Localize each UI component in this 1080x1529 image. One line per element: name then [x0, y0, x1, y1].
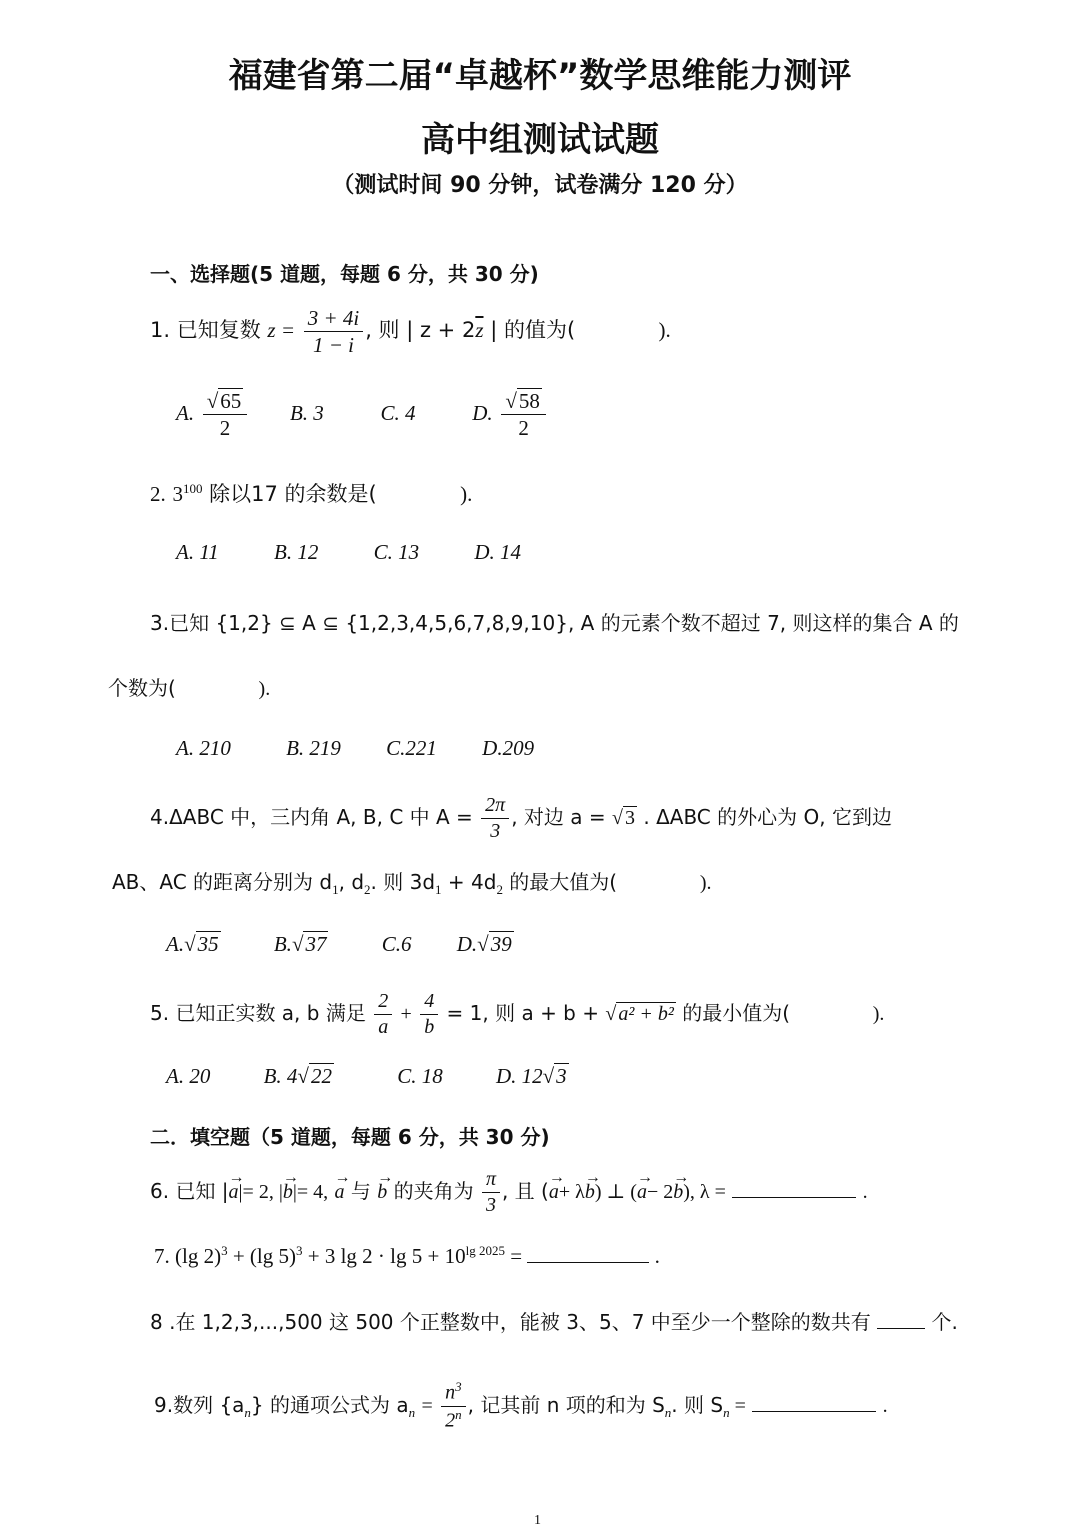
- q1-option-a: $\frac{√65}{2}$: [203, 389, 248, 440]
- q1-suffix: | 的值为(: [490, 318, 576, 342]
- question-2: [150, 478, 472, 508]
- q5-close: ).: [872, 1003, 885, 1025]
- q9-sub1: n: [244, 1405, 251, 1420]
- q9-eq: =: [421, 1395, 433, 1417]
- question-8: [150, 1306, 958, 1335]
- q4-sub4: 2: [496, 882, 503, 897]
- q2-prefix: 2.: [150, 482, 166, 506]
- page-number: 1: [534, 1513, 541, 1528]
- question-5: [150, 982, 884, 1044]
- q6-vector-a-1: → a: [229, 1161, 239, 1223]
- q1-option-d-radicand: 58: [518, 388, 540, 413]
- q1-option-b: B. 3: [289, 401, 324, 425]
- q9-answer-blank[interactable]: [752, 1410, 876, 1412]
- q2-option-b: B. 12: [274, 540, 319, 564]
- q3-options: [176, 736, 534, 761]
- q5-option-b-label: B. 4: [263, 1064, 298, 1088]
- q7-text4: =: [504, 1244, 523, 1268]
- q4-option-a-label: A.: [166, 932, 185, 956]
- q4-line2e: 的最大值为(: [502, 870, 618, 894]
- q6-t1: |= 2, |: [238, 1181, 283, 1203]
- q6-t6: + λ: [558, 1181, 585, 1203]
- q3-option-a: A. 210: [176, 736, 231, 760]
- question-7: [154, 1243, 660, 1269]
- q1-denominator: 1 − i: [312, 333, 354, 357]
- q4-suffix: . ΔABC 的外心为 O, 它到边: [643, 805, 892, 829]
- q2-option-c: C. 13: [373, 540, 420, 564]
- q9-num-exp: 3: [455, 1379, 462, 1395]
- q6-t9: ), λ =: [683, 1181, 726, 1203]
- q5-fraction-2: [420, 990, 438, 1039]
- q1-option-c: C. 4: [380, 401, 416, 425]
- q9-text4: . 则 S: [671, 1393, 724, 1417]
- q4-option-b-radicand: 37: [305, 932, 327, 956]
- q3-option-c: C.221: [386, 736, 437, 760]
- q9-end: .: [882, 1395, 888, 1417]
- q6-t2: |= 4,: [292, 1181, 329, 1203]
- q5-option-c: C. 18: [397, 1064, 443, 1088]
- q5-fraction-1: [374, 990, 392, 1039]
- q5-options: [166, 1064, 569, 1089]
- q5-f2-denominator: b: [424, 1016, 435, 1038]
- q9-sub2: n: [408, 1405, 416, 1420]
- q5-option-b-radicand: 22: [310, 1064, 332, 1088]
- q6-t7: ) ⊥ (: [594, 1181, 637, 1203]
- q1-var: z =: [267, 318, 295, 342]
- q9-text5: =: [729, 1395, 746, 1417]
- q5-f2-numerator: 4: [420, 990, 438, 1015]
- q6-t5: , 且 (: [501, 1179, 549, 1203]
- q9-text1: 9.数列 {a: [154, 1393, 245, 1417]
- q1-fraction: [304, 306, 364, 357]
- q1-zbar: $\overline{z}$: [475, 318, 484, 342]
- q4-option-a-radicand: 35: [197, 932, 219, 956]
- q4-middle: , 对边 a =: [511, 805, 606, 829]
- q2-close: ).: [460, 482, 473, 506]
- q4-option-b-label: B.: [273, 932, 292, 956]
- q8-answer-blank[interactable]: [877, 1327, 925, 1329]
- q4-line2b: , d: [338, 870, 365, 894]
- q2-option-a: A. 11: [176, 540, 219, 564]
- q5-option-d-radicand: 3: [556, 1064, 567, 1088]
- q6-prefix: 6. 已知 |: [150, 1179, 229, 1203]
- q9-den-base: 2: [445, 1409, 456, 1432]
- q5-prefix: 5. 已知正实数 a, b 满足: [150, 1001, 366, 1025]
- q1-middle: , 则 | z + 2: [365, 318, 476, 342]
- question-1: [150, 300, 671, 360]
- q1-numerator: 3 + 4i: [304, 306, 364, 332]
- q1-option-d: $\frac{√58}{2}$: [501, 389, 546, 440]
- q6-numerator: π: [482, 1168, 500, 1193]
- q9-text3: , 记其前 n 项的和为 S: [467, 1393, 665, 1417]
- q6-end: .: [862, 1181, 868, 1203]
- q4-fraction: [481, 794, 509, 843]
- q5-plus: +: [400, 1003, 412, 1025]
- q2-text: 除以17 的余数是(: [209, 482, 377, 506]
- q2-exponent: 100: [182, 481, 203, 496]
- page-subtitle: 高中组测试试题: [421, 120, 659, 160]
- q9-num-base: n: [445, 1382, 456, 1404]
- q5-f1-numerator: 2: [374, 990, 392, 1015]
- q9-den-exp: n: [455, 1407, 462, 1422]
- q4-option-b: √37: [291, 932, 327, 956]
- exam-info: （测试时间 90 分钟，试卷满分 120 分）: [332, 173, 748, 198]
- q2-option-d: D. 14: [474, 540, 522, 564]
- q4-denominator: 3: [490, 820, 501, 842]
- q4-line2d: + 4d: [441, 870, 497, 894]
- q5-option-b: √22: [297, 1064, 332, 1088]
- q5-option-d-label: D. 12: [495, 1064, 543, 1088]
- q7-exp1: 3: [221, 1243, 228, 1258]
- q3-option-b: B. 219: [286, 736, 341, 760]
- q5-suffix: 的最小值为(: [682, 1001, 791, 1025]
- question-9: [154, 1372, 888, 1438]
- q4-sub1: 1: [332, 882, 339, 897]
- q6-t4: 的夹角为: [393, 1179, 474, 1203]
- q5-radicand: a² + b²: [618, 1003, 674, 1025]
- q3-line2-text: 个数为(: [108, 676, 176, 700]
- q6-vector-b-4: → b: [673, 1161, 683, 1223]
- q1-close: ).: [658, 318, 671, 342]
- q1-options: [176, 380, 548, 446]
- q2-base: 3: [172, 482, 183, 506]
- q6-t8: − 2: [646, 1181, 674, 1203]
- q6-answer-blank[interactable]: [732, 1196, 856, 1198]
- q4-option-d-label: D.: [456, 932, 478, 956]
- q9-fraction: [441, 1380, 466, 1432]
- q4-prefix: 4.ΔABC 中，三内角 A, B, C 中 A =: [150, 805, 473, 829]
- q9-sub3: n: [664, 1405, 672, 1420]
- q5-middle: = 1, 则 a + b +: [446, 1001, 599, 1025]
- q6-vector-b-1: → b: [283, 1161, 293, 1223]
- q3-option-d: D.209: [482, 736, 535, 760]
- question-4-line2: [112, 866, 712, 898]
- q6-t3: 与: [350, 1179, 371, 1203]
- q5-sqrt: √ a² + b²: [605, 1003, 674, 1025]
- q1-option-a-den: 2: [219, 416, 231, 440]
- q6-denominator: 3: [485, 1194, 496, 1216]
- q9-text2: } 的通项公式为 a: [250, 1393, 409, 1417]
- q1-prefix: 1. 已知复数: [150, 318, 261, 342]
- section-heading-choice: 一、选择题(5 道题，每题 6 分，共 30 分): [150, 262, 539, 286]
- q1-option-a-label: A.: [176, 401, 195, 425]
- q4-line2a: AB、AC 的距离分别为 d: [112, 870, 333, 894]
- q4-option-d-radicand: 39: [490, 932, 512, 956]
- page-title: 福建省第二届“卓越杯”数学思维能力测评: [228, 56, 852, 96]
- q6-fraction: [482, 1168, 500, 1217]
- q4-radicand: 3: [625, 807, 635, 829]
- q6-vector-a-4: → a: [637, 1161, 647, 1223]
- q5-option-a: A. 20: [166, 1064, 211, 1088]
- q4-numerator: 2π: [481, 794, 509, 819]
- question-6: [150, 1160, 868, 1222]
- q1-option-d-label: D.: [472, 401, 493, 425]
- q7-text1: 7. (lg 2): [154, 1244, 222, 1268]
- q1-option-d-den: 2: [518, 416, 529, 440]
- q3-close: ).: [258, 678, 271, 700]
- q4-option-d: √39: [477, 932, 512, 956]
- q1-option-a-radicand: 65: [220, 388, 242, 413]
- question-4-line1: [150, 786, 892, 848]
- q4-option-c: C.6: [381, 932, 412, 956]
- q6-vector-a-2: → a: [335, 1161, 345, 1223]
- question-3-line1: 3.已知 {1,2} ⊆ A ⊆ {1,2,3,4,5,6,7,8,9,10}, A 的元素个数不超过 7, 则这样的集合 A 的: [150, 611, 959, 635]
- q4-line2c: . 则 3d: [370, 870, 436, 894]
- q4-options: [166, 932, 514, 957]
- q4-sub3: 1: [435, 882, 442, 897]
- q7-exp3: lg 2025: [465, 1243, 505, 1258]
- q6-vector-a-3: → a: [549, 1161, 559, 1223]
- question-3-line2: [108, 672, 270, 701]
- q7-exp2: 3: [296, 1243, 303, 1258]
- q4-close: ).: [699, 872, 712, 894]
- q9-sub4: n: [723, 1405, 730, 1420]
- q6-vector-b-2: → b: [377, 1161, 387, 1223]
- q4-option-a: √35: [184, 932, 219, 956]
- q2-options: [176, 540, 521, 565]
- q5-f1-denominator: a: [378, 1016, 389, 1038]
- q5-option-d: √3: [542, 1064, 567, 1088]
- q4-sub2: 2: [364, 882, 371, 897]
- q4-sqrt: √ 3: [612, 807, 635, 829]
- q8-text: 8 .在 1,2,3,...,500 这 500 个正整数中，能被 3、5、7 中至少一个整除的数共有: [150, 1310, 871, 1334]
- section-heading-fill: 二．填空题（5 道题，每题 6 分，共 30 分): [150, 1125, 550, 1149]
- q7-text3: + 3 lg 2 · lg 5 + 10: [302, 1244, 466, 1268]
- q7-text2: + (lg 5): [227, 1244, 296, 1268]
- q7-answer-blank[interactable]: [527, 1261, 649, 1263]
- q6-vector-b-3: → b: [585, 1161, 595, 1223]
- q8-end: 个.: [931, 1310, 958, 1334]
- q7-end: .: [654, 1244, 660, 1268]
